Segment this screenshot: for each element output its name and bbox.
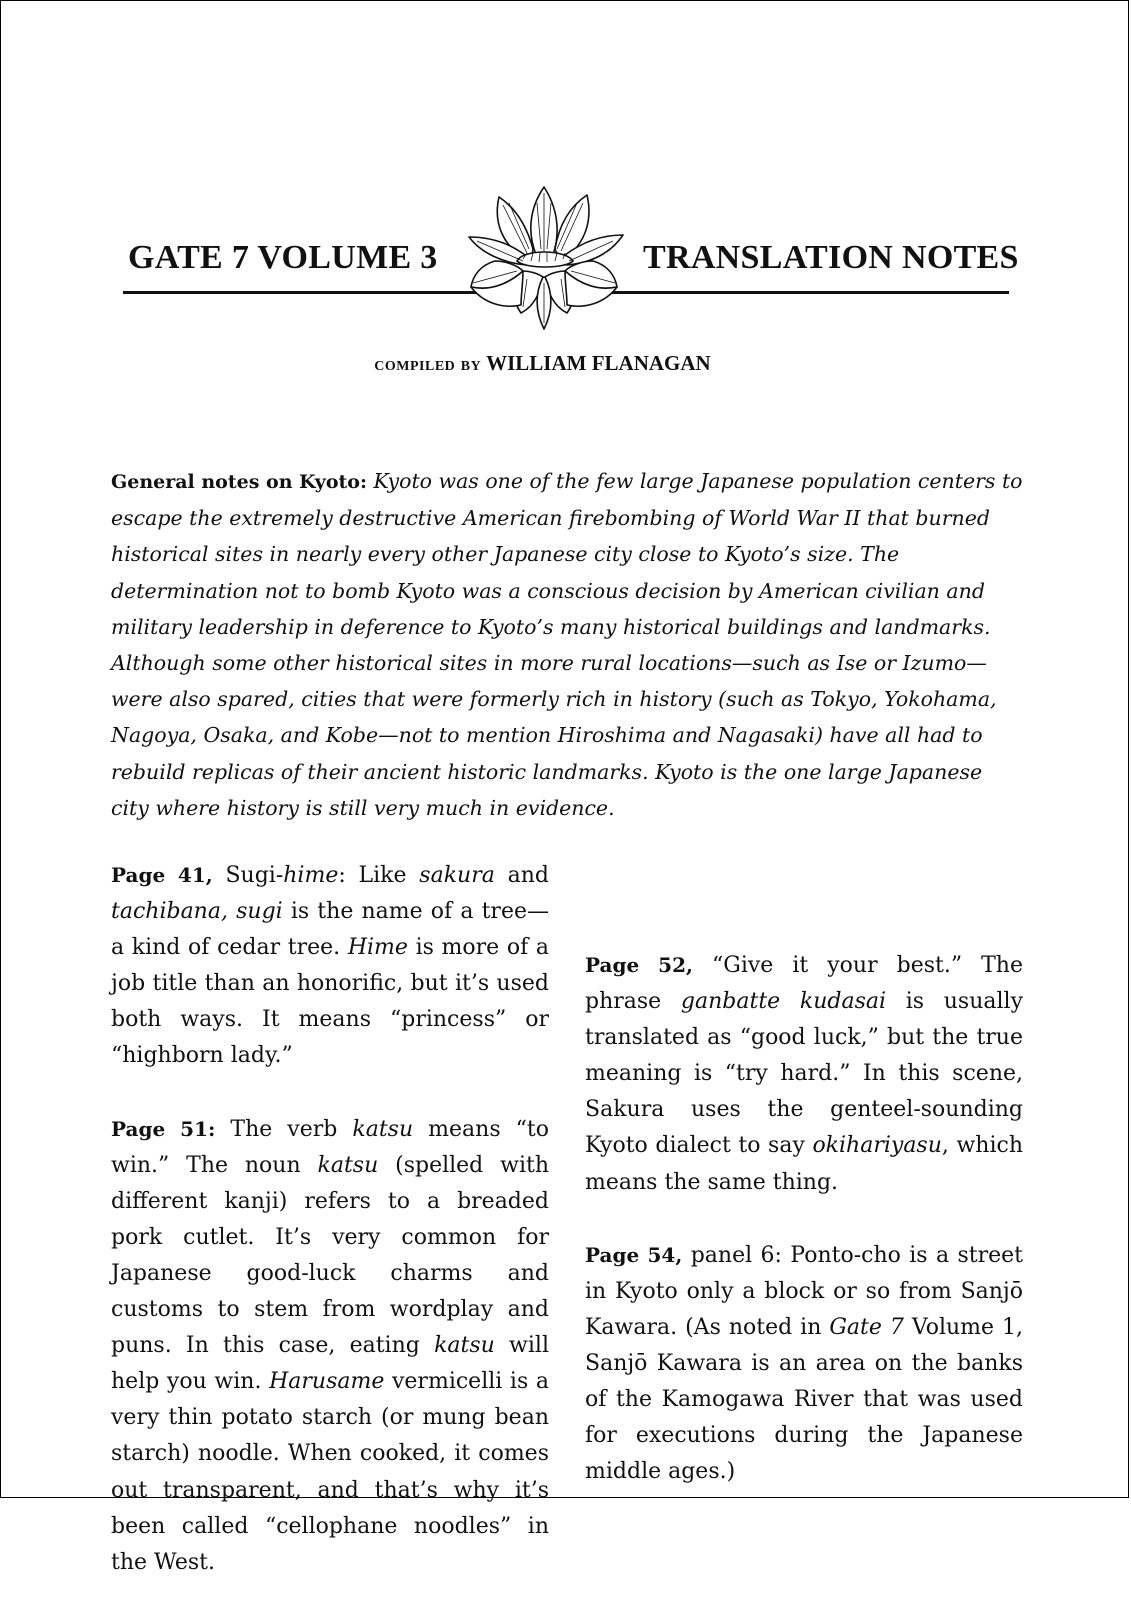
note-text: is the name of a tree—a kind of cedar tree. bbox=[111, 899, 549, 961]
note-text-italic: katsu bbox=[317, 1152, 379, 1178]
note-text: The verb bbox=[215, 1116, 353, 1142]
notes-column-left bbox=[111, 857, 549, 1617]
note-text: and bbox=[494, 863, 549, 888]
title-right: TRANSLATION NOTES bbox=[643, 239, 1019, 276]
note-text-italic: katsu bbox=[352, 1116, 414, 1142]
lotus-flower-icon bbox=[437, 179, 651, 339]
note-text: “Give it your best.” The phrase bbox=[585, 953, 1023, 1015]
note-text-italic: sakura bbox=[419, 863, 495, 888]
note-ref: Page 54, bbox=[585, 1242, 683, 1267]
note-text: panel 6: Ponto-cho is a street in Kyoto only a block or so from Sanjō Kawara. (As noted in bbox=[585, 1242, 1024, 1340]
note-text-italic: Harusame bbox=[269, 1369, 385, 1395]
note-text: , which means the same thing. bbox=[585, 1133, 1023, 1195]
note-text-italic: Hime bbox=[347, 935, 408, 961]
title-left: GATE 7 VOLUME 3 bbox=[128, 239, 438, 276]
note-text: vermicelli is a very thin potato starch (or mung bean starch) noodle. When cooked, it comes out transparent, and that’s why it’s been called “cellophane noodles” in the West. bbox=[111, 1369, 549, 1575]
note-text: is more of a job title than an honorific, but it’s used both ways. It means “princess” or “highborn lady.” bbox=[111, 935, 549, 1069]
note-text: Sugi- bbox=[212, 863, 284, 888]
note-text-italic: tachibana, sugi bbox=[111, 899, 283, 925]
note-page-54 bbox=[585, 1237, 1023, 1491]
notes-column-right bbox=[585, 857, 1023, 1526]
byline-prefix: compiled by bbox=[374, 353, 482, 375]
note-page-51 bbox=[111, 1111, 549, 1581]
note-text-italic: okihariyasu bbox=[812, 1133, 942, 1159]
note-page-52 bbox=[585, 947, 1023, 1201]
note-ref: Page 51: bbox=[111, 1116, 216, 1141]
general-notes bbox=[111, 463, 1023, 826]
general-notes-label: General notes on Kyoto: bbox=[111, 471, 367, 493]
note-ref: Page 41, bbox=[111, 863, 213, 887]
note-text-italic: Gate 7 bbox=[829, 1314, 904, 1340]
note-text: is usually translated as “good luck,” but the true meaning is “try hard.” In this scene, Sakura uses the genteel-sounding Kyoto dialect to say bbox=[585, 989, 1024, 1159]
note-text: will help you win. bbox=[111, 1333, 550, 1395]
note-page-41 bbox=[111, 857, 549, 1075]
note-text-italic: ganbatte kudasai bbox=[680, 989, 887, 1015]
note-text: : Like bbox=[338, 863, 420, 888]
note-text: means “to win.” The noun bbox=[111, 1116, 549, 1178]
note-ref: Page 52, bbox=[585, 953, 693, 977]
note-text: Volume 1, Sanjō Kawara is an area on the banks of the Kamogawa River that was used for executions during the Japanese middle ages.) bbox=[585, 1314, 1024, 1485]
note-text-italic: katsu bbox=[434, 1333, 495, 1359]
note-text: (spelled with different kanji) refers to a breaded pork cutlet. It’s very common for Japanese good-luck charms and customs to stem from wordplay and puns. In this case, eating bbox=[111, 1152, 550, 1359]
note-text-italic: hime bbox=[283, 863, 339, 888]
byline bbox=[0, 351, 1106, 376]
page-header bbox=[1, 1, 1128, 375]
byline-name: WILLIAM FLANAGAN bbox=[486, 351, 711, 375]
general-notes-text: Kyoto was one of the few large Japanese population centers to escape the extremely destructive American firebombing of World War II that burned historical sites in nearly every other Japanese city close to Kyoto’s size. The determination not to bomb Kyoto was a conscious decision by American civilian and military leadership in deference to Kyoto’s many historical buildings and landmarks. Although some other historical sites in more rural locations—such as Ise or Izumo—were also spared, cities that were formerly rich in history (such as Tokyo, Yokohama, Nagoya, Osaka, and Kobe—not to mention Hiroshima and Nagasaki) have all had to rebuild replicas of their ancient historic landmarks. Kyoto is the one large Japanese city where history is still very much in evidence. bbox=[111, 469, 1023, 820]
